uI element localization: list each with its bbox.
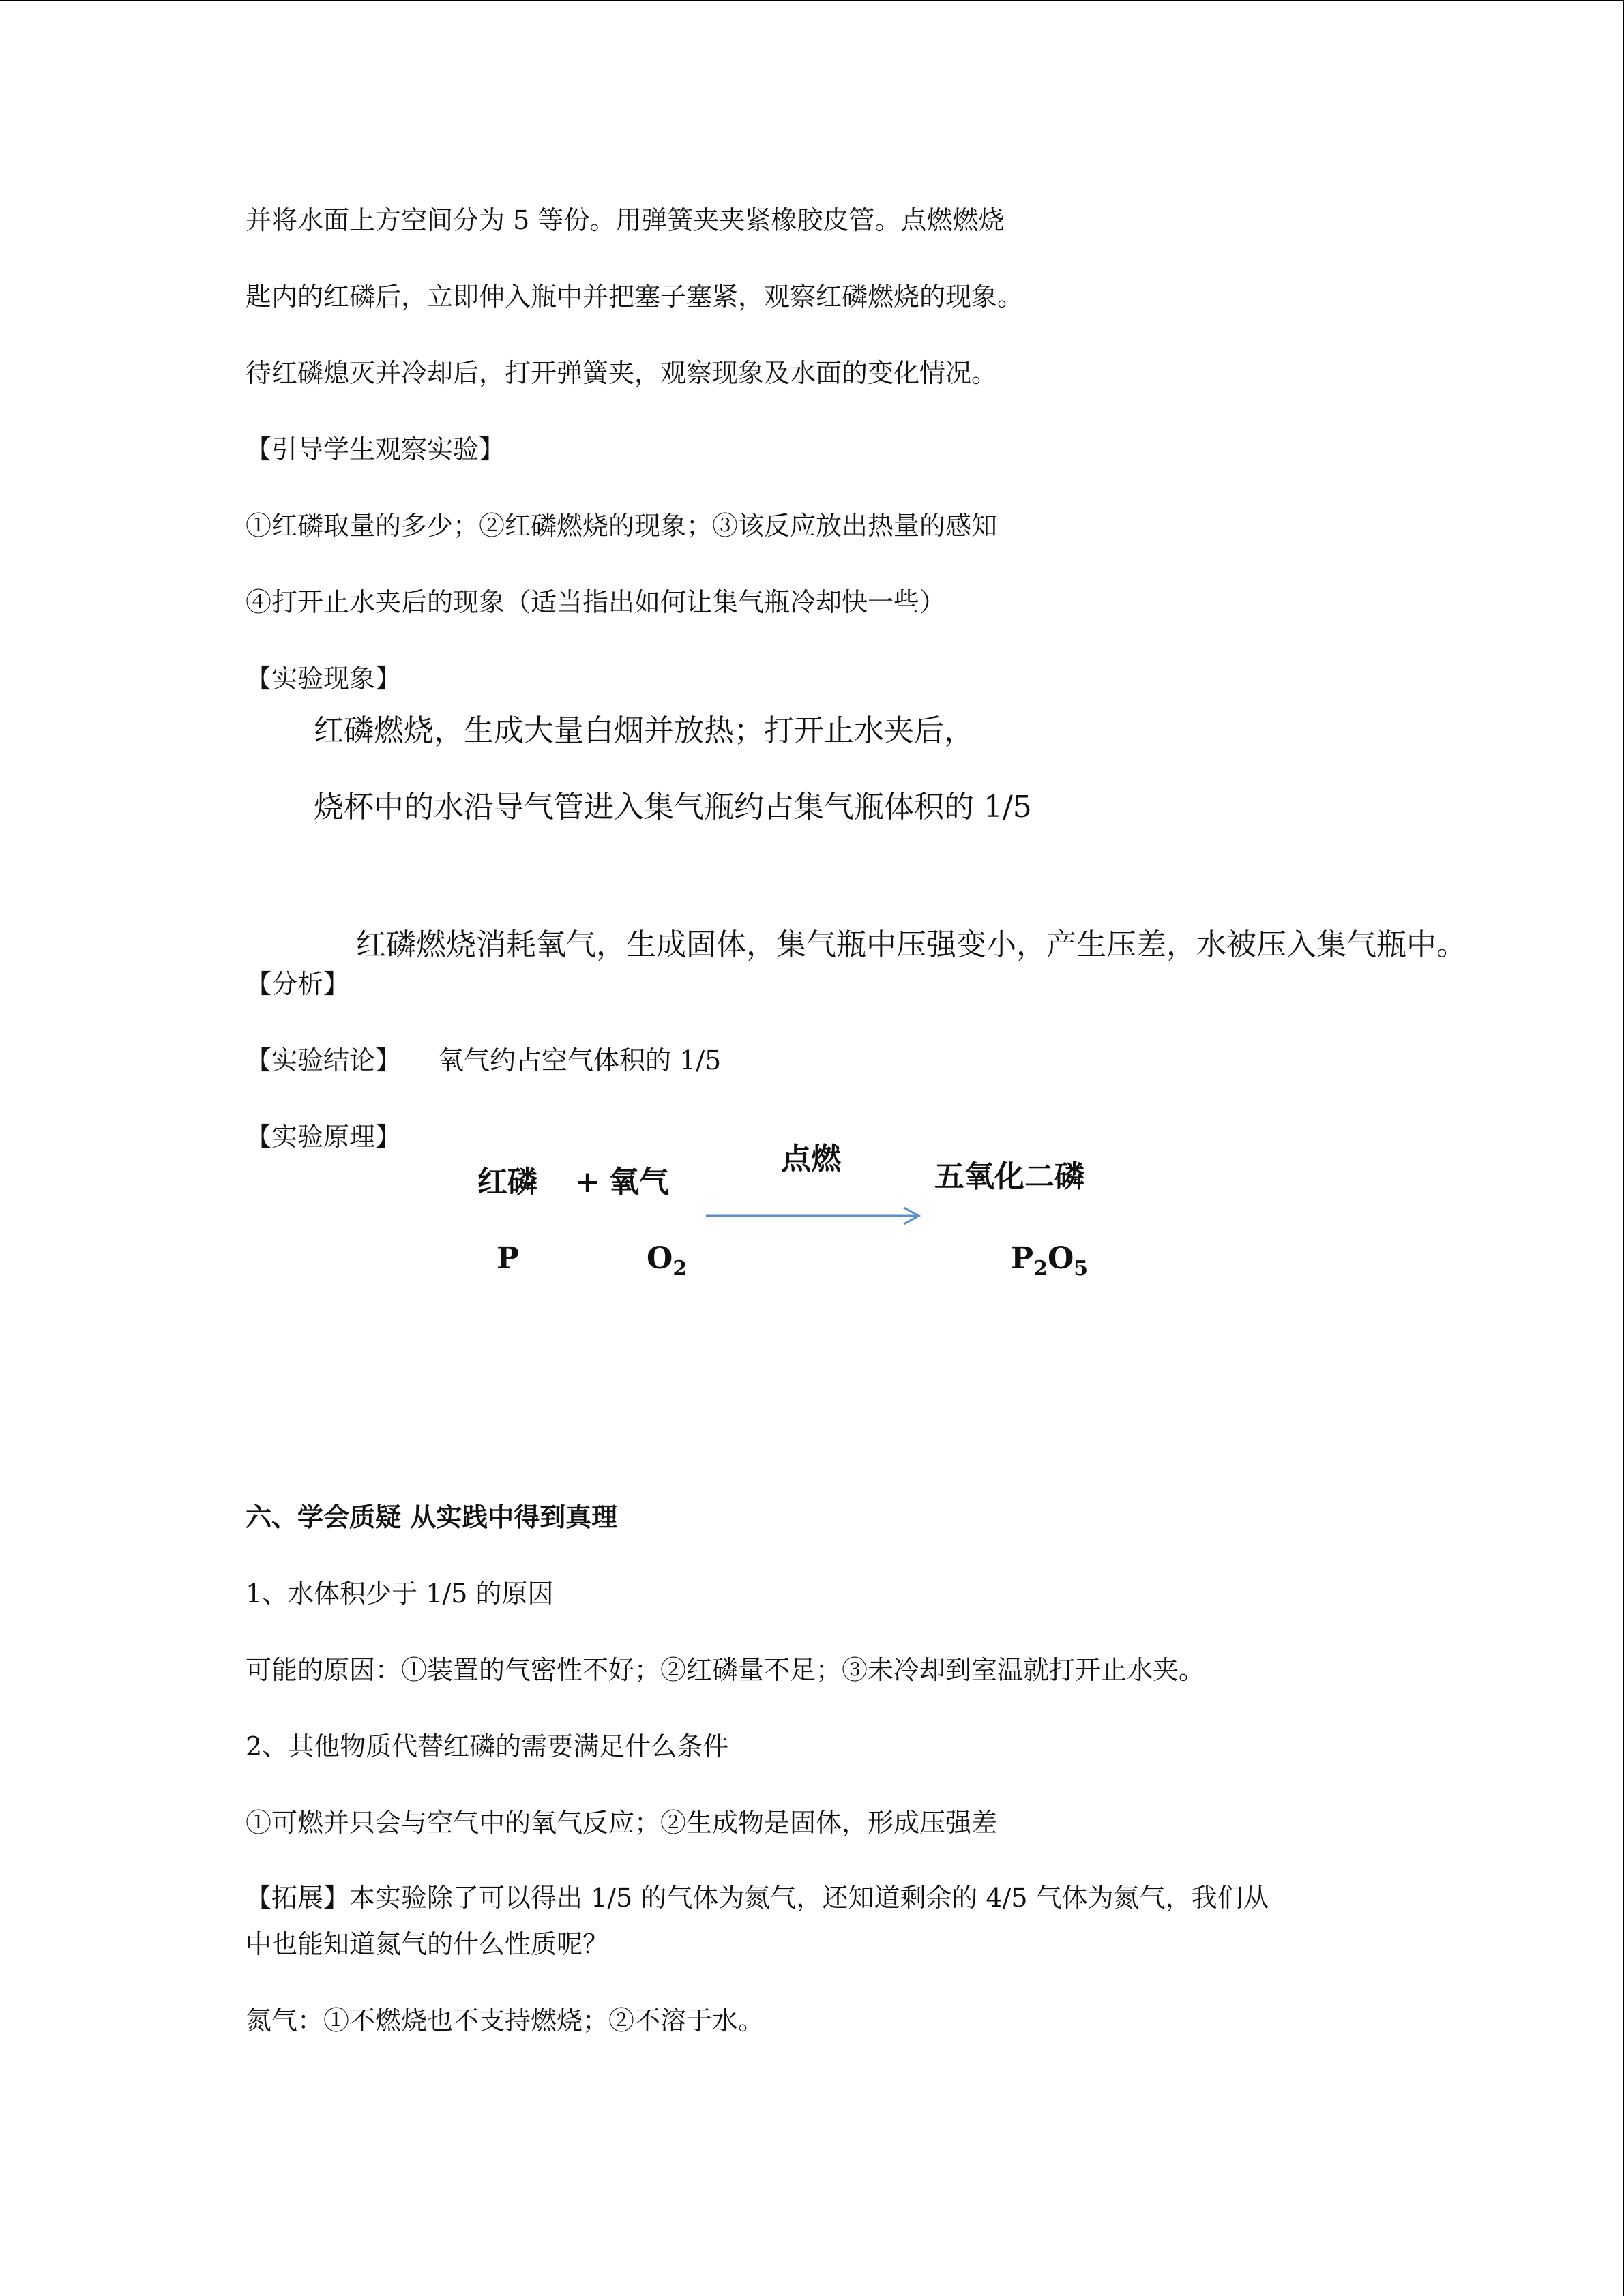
- conclusion-text: 氧气约占空气体积的 1/5: [438, 1045, 722, 1075]
- product-p2o5-name: 五氧化二磷: [934, 1159, 1084, 1194]
- procedure-line-1: 并将水面上方空间分为 5 等份。用弹簧夹夹紧橡胶皮管。点燃燃烧: [246, 205, 1005, 235]
- formula-p2o5: $P_2O_5$: [1011, 1241, 1089, 1281]
- guide-item-2: ④打开止水夹后的现象（适当指出如何让集气瓶冷却快一些）: [246, 587, 946, 617]
- answer-2: ①可燃并只会与空气中的氧气反应；②生成物是固体，形成压强差: [246, 1808, 998, 1838]
- reaction-condition: 点燃: [781, 1142, 841, 1176]
- guide-item-1: ①红磷取量的多少；②红磷燃烧的现象；③该反应放出热量的感知: [246, 511, 998, 541]
- phenomenon-heading: 【实验现象】: [246, 664, 402, 694]
- extension-line-1: 【拓展】本实验除了可以得出 1/5 的气体为氮气，还知道剩余的 4/5 气体为氮气，我们从: [246, 1883, 1269, 1913]
- reaction-arrow: [706, 1206, 921, 1226]
- phenomenon-line-1: 红磷燃烧，生成大量白烟并放热；打开止水夹后，: [314, 713, 974, 748]
- question-1: 1、水体积少于 1/5 的原因: [246, 1579, 554, 1609]
- guide-heading: 【引导学生观察实验】: [246, 434, 505, 464]
- nitrogen-properties: 氮气：①不燃烧也不支持燃烧；②不溶于水。: [246, 2006, 765, 2036]
- extension-line-2: 中也能知道氮气的什么性质呢？: [246, 1929, 609, 1959]
- reactant-oxygen: 氧气: [609, 1165, 669, 1199]
- principle-heading: 【实验原理】: [246, 1122, 402, 1152]
- formula-p: P: [497, 1241, 520, 1276]
- analysis-heading: 【分析】: [246, 969, 350, 999]
- formula-o2: $O_2$: [647, 1241, 688, 1281]
- reactant-red-phosphorus: 红磷: [477, 1165, 537, 1199]
- procedure-line-2: 匙内的红磷后，立即伸入瓶中并把塞子塞紧，观察红磷燃烧的现象。: [246, 282, 1024, 312]
- phenomenon-line-2: 烧杯中的水沿导气管进入集气瓶约占集气瓶体积的 1/5: [314, 790, 1032, 824]
- conclusion-heading: 【实验结论】: [246, 1045, 402, 1075]
- analysis-text: 红磷燃烧消耗氧气，生成固体，集气瓶中压强变小，产生压差，水被压入集气瓶中。: [356, 927, 1466, 962]
- question-2: 2、其他物质代替红磷的需要满足什么条件: [246, 1731, 729, 1761]
- answer-1: 可能的原因：①装置的气密性不好；②红磷量不足；③未冷却到室温就打开止水夹。: [246, 1655, 1205, 1685]
- section-6-title: 六、学会质疑 从实践中得到真理: [246, 1502, 618, 1532]
- procedure-line-3: 待红磷熄灭并冷却后，打开弹簧夹，观察现象及水面的变化情况。: [246, 358, 998, 388]
- plus-sign: +: [575, 1165, 600, 1199]
